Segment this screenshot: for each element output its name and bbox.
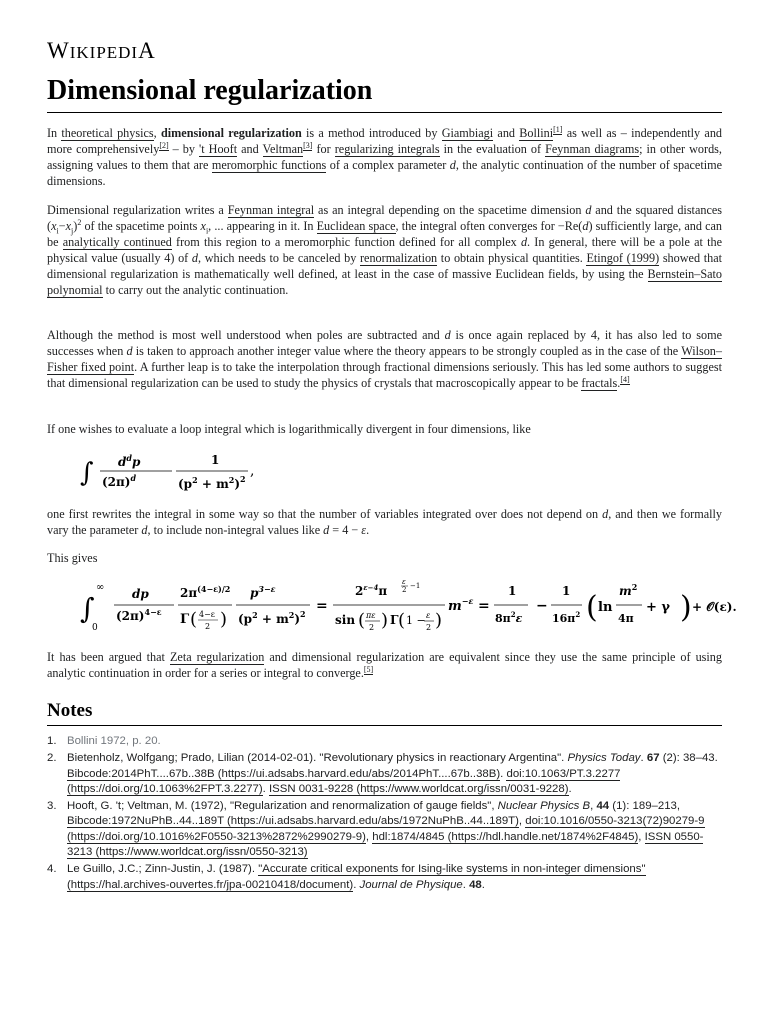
svg-text:4π: 4π: [618, 612, 634, 625]
bold-term: dimensional regularization: [160, 126, 302, 140]
svg-text:2π(4−ε)/2: $2\pi^{(4-\varepsilon)/2}$: [180, 584, 231, 600]
svg-text:ε: ε: [402, 578, 406, 586]
svg-text:−1: −1: [410, 582, 421, 590]
svg-text:2: 2: [402, 586, 407, 594]
svg-text:): ): [381, 610, 389, 631]
link-theoretical-physics[interactable]: theoretical physics: [61, 126, 154, 140]
note-number: 3.: [47, 800, 57, 813]
link-feynman-diagrams[interactable]: Feynman diagrams: [545, 141, 640, 156]
link-bernstein-sato-polynomial[interactable]: Bernstein–Sato polynomial: [47, 266, 722, 297]
svg-text:,: ,: [250, 463, 255, 479]
svg-text:(: (: [398, 610, 406, 631]
ref-3[interactable]: [3]: [303, 140, 313, 150]
svg-text:2: 2: [426, 623, 432, 632]
svg-text:(2π)4−ε: $(2\pi)^{4-\varepsilon}$: [116, 607, 162, 623]
link-regularizing-integrals[interactable]: regularizing integrals: [334, 141, 440, 156]
svg-text:+ γ: + γ: [646, 600, 671, 615]
link-giambiagi[interactable]: Giambiagi: [441, 126, 494, 140]
link-analytically-continued[interactable]: analytically continued: [62, 234, 172, 249]
svg-text:2: 2: [205, 622, 211, 631]
note-text: Bollini 1972, p. 20.: [67, 735, 161, 747]
svg-text:∫: ∫: [80, 458, 94, 488]
svg-text:0: 0: [92, 623, 98, 633]
svg-text:ddp: $d^dp$: [118, 453, 141, 469]
equation-dim-reg-result: [80, 576, 737, 638]
svg-text:2ε−4π: $2^{\varepsilon-4}\pi$: [355, 583, 388, 598]
svg-text:(: (: [586, 590, 598, 625]
svg-text:(: (: [190, 609, 198, 630]
link-doi-0550-3213[interactable]: doi:10.1016/0550-3213(72)90279-9 (https://doi.org/10.1016%2F0550-3213%2872%2990279-9): [67, 815, 705, 843]
svg-text:1 −: 1 −: [406, 614, 426, 627]
link-bibcode-1972[interactable]: Bibcode:1972NuPhB..44..189T (https://ui.adsabs.harvard.edu/abs/1972NuPhB..44..189T): [67, 815, 519, 828]
link-wilson-fisher-fixed-point[interactable]: Wilson–Fisher fixed point: [47, 343, 722, 374]
svg-text:∞: ∞: [96, 582, 105, 593]
notes-list: [47, 734, 722, 895]
link-doi-pt-3-2277[interactable]: doi:10.1063/PT.3.2277 (https://doi.org/10.1063%2FPT.3.2277): [67, 767, 621, 795]
svg-text:(p2 + m2)2: $(p^2 + m^2)^2$: [178, 474, 246, 491]
svg-text:ln: ln: [598, 600, 613, 615]
svg-text:2: 2: [369, 623, 375, 632]
svg-text:Γ: Γ: [390, 613, 399, 627]
paragraph-zeta: It has been argued that Zeta regularization and dimensional regularization are equivalent since they use the same principle of using analytic continuation in order for a series or integral to converge.[5]: [47, 650, 722, 680]
paragraph-this-gives: This gives: [47, 551, 98, 565]
page-title: Dimensional regularization: [47, 74, 722, 113]
svg-text:1: 1: [211, 453, 220, 467]
link-issn-0550-3213[interactable]: ISSN 0550-3213 (https://www.worldcat.org/issn/0550-3213): [67, 830, 704, 859]
link-t-hooft[interactable]: 't Hooft: [199, 141, 238, 156]
ref-4[interactable]: [4]: [620, 374, 630, 384]
link-euclidean-space[interactable]: Euclidean space: [316, 218, 396, 233]
ref-5[interactable]: [5]: [363, 664, 374, 674]
svg-text:p3−ε: $p^{3-\varepsilon}$: [250, 584, 276, 600]
svg-text:ε: ε: [426, 611, 431, 620]
svg-text:(p2 + m2)2: $(p^2 + m^2)^2$: [238, 609, 306, 626]
link-meromorphic-functions[interactable]: meromorphic functions: [211, 157, 327, 172]
svg-text:∫: ∫: [80, 592, 95, 625]
note-4: 4. Le Guillo, J.C.; Zinn-Justin, J. (1987). "Accurate critical exponents for Ising-like systems in non-integer dimensions" (https://hal.archives-ouvertes.fr/jpa-00210418/document). Journal de Physique. 48.: [47, 863, 646, 891]
link-feynman-integral[interactable]: Feynman integral: [227, 203, 315, 217]
link-bibcode-2014[interactable]: Bibcode:2014PhT....67b..38B (https://ui.adsabs.harvard.edu/abs/2014PhT....67b..38B): [67, 767, 501, 780]
svg-text:16π2: $16\pi^2$: [552, 610, 581, 625]
svg-text:m2: $m^2$: [619, 582, 638, 598]
paragraph-fractional: Although the method is most well understood when poles are subtracted and d is once again replaced by 4, it has also led to some successes when d is taken to approach another integer value where the theory appears to be strongly coupled as in the case of the Wilson–Fisher fixed point. A further leap is to take the interpolation through fractional dimensions seriously. This has led some authors to suggest that dimensional regularization can be used to study the physics of crystals that macroscopically appear to be fractals.[4]: [47, 328, 722, 390]
svg-text:): ): [680, 590, 692, 625]
paragraph-rewrite: one first rewrites the integral in some way so that the number of variables integrated over does not depend on d, and then we formally vary the parameter d, to include non-integral values like d = 4 − ε.: [47, 507, 722, 537]
ref-1[interactable]: [1]: [553, 124, 563, 134]
svg-text:4−ε: 4−ε: [199, 610, 215, 619]
ref-2[interactable]: [2]: [159, 140, 169, 150]
link-fractals[interactable]: fractals: [581, 375, 618, 390]
link-hdl-1874-4845[interactable]: hdl:1874/4845 (https://hdl.handle.net/1874%2F4845): [372, 830, 639, 843]
svg-text:Γ: Γ: [180, 612, 190, 627]
svg-text:(: (: [358, 610, 366, 631]
svg-text:(2π)d: $(2\pi)^d$: [102, 473, 137, 489]
logo-a: A: [138, 38, 156, 63]
svg-text:): ): [220, 609, 228, 630]
link-veltman[interactable]: Veltman: [262, 141, 304, 156]
svg-text:8π2ε: $8\pi^2\varepsilon$: [495, 610, 523, 625]
equation-loop-integral: [80, 448, 280, 498]
logo-w: W: [47, 38, 70, 63]
paragraph-intro: In theoretical physics, dimensional regularization is a method introduced by Giambiagi and Bollini[1] as well as – independently and more comprehensively[2] – by 't Hooft and Veltman[3] for regularizing integrals in the evaluation of Feynman diagrams; in other words, assigning values to them that are meromorphic functions of a complex parameter d, the analytic continuation of the number of spacetime dimensions.: [47, 124, 723, 188]
note-number: 2.: [47, 752, 57, 765]
note-3: 3. Hooft, G. 't; Veltman, M. (1972), "Regularization and renormalization of gauge fields", Nuclear Physics B, 44 (1): 189–213, Bibcode:1972NuPhB..44..189T (https://ui.adsabs.harvard.edu/abs/1972NuPhB..44..189T), doi:10.1016/0550-3213(72)90279-9 (https://doi.org/10.1016%2F0550-3213%2872%2990279-9), hdl:1874/4845 (https://hdl.handle.net/1874%2F4845), ISSN 0550-3213 (https://www.worldcat.org/issn/0550-3213): [47, 800, 705, 859]
svg-text:m−ε: $m^{-\varepsilon}$: [448, 596, 474, 614]
svg-text:=: =: [478, 598, 490, 614]
link-etingof-1999[interactable]: Etingof (1999): [586, 250, 660, 265]
logo-ikipedi: IKIPEDI: [69, 43, 139, 62]
svg-text:=: =: [316, 598, 328, 614]
link-issn-0031-9228[interactable]: ISSN 0031-9228 (https://www.worldcat.org/issn/0031-9228): [269, 782, 569, 795]
link-bollini[interactable]: Bollini: [519, 126, 554, 140]
note-2: 2. Bietenholz, Wolfgang; Prado, Lilian (2014-02-01). "Revolutionary physics in reactionary Argentina". Physics Today. 67 (2): 38–43. Bibcode:2014PhT....67b..38B (https://ui.adsabs.harvard.edu/abs/2014PhT....67b..38B). doi:10.1063/PT.3.2277 (https://doi.org/10.1063%2FPT.3.2277). ISSN 0031-9228 (https://www.worldcat.org/issn/0031-9228).: [47, 752, 718, 795]
paragraph-definition: Dimensional regularization writes a Feynman integral as an integral depending on the spacetime dimension d and the squared distances $(x_i-x_j)^2$ of the spacetime points $x_i$, ... appearing in it. In Euclidean space, the integral often converges for −Re(d) sufficiently large, and can be analytically continued from this region to a meromorphic function defined for all complex d. In general, there will be a pole at the physical value (usually 4) of d, which needs to be canceled by renormalization to obtain physical quantities. Etingof (1999) showed that dimensional regularization is mathematically well defined, at least in the case of massive Euclidean fields, by using the Bernstein–Sato polynomial to carry out the analytic continuation.: [47, 203, 723, 297]
note-1: [47, 734, 722, 749]
svg-text:πε: πε: [366, 611, 376, 620]
link-zeta-regularization[interactable]: Zeta regularization: [169, 650, 265, 664]
link-renormalization[interactable]: renormalization: [359, 250, 438, 265]
link-accurate-critical-exponents[interactable]: "Accurate critical exponents for Ising-like systems in non-integer dimensions" (https://hal.archives-ouvertes.fr/jpa-00210418/document): [67, 863, 646, 891]
svg-text:): ): [435, 610, 443, 631]
notes-heading: Notes: [47, 700, 722, 726]
svg-text:sin: sin: [335, 613, 356, 627]
note-number: 1.: [47, 735, 57, 747]
svg-text:−: −: [536, 598, 548, 614]
note-number: 4.: [47, 863, 57, 876]
svg-text:+ 𝒪(ε).: + 𝒪(ε).: [692, 600, 737, 614]
paragraph-loop-integral: If one wishes to evaluate a loop integral which is logarithmically divergent in four dimensions, like: [47, 422, 531, 436]
svg-text:dp: dp: [132, 587, 149, 601]
svg-text:1: 1: [562, 584, 571, 598]
wikipedia-logo[interactable]: [47, 38, 156, 64]
svg-text:1: 1: [508, 584, 517, 598]
